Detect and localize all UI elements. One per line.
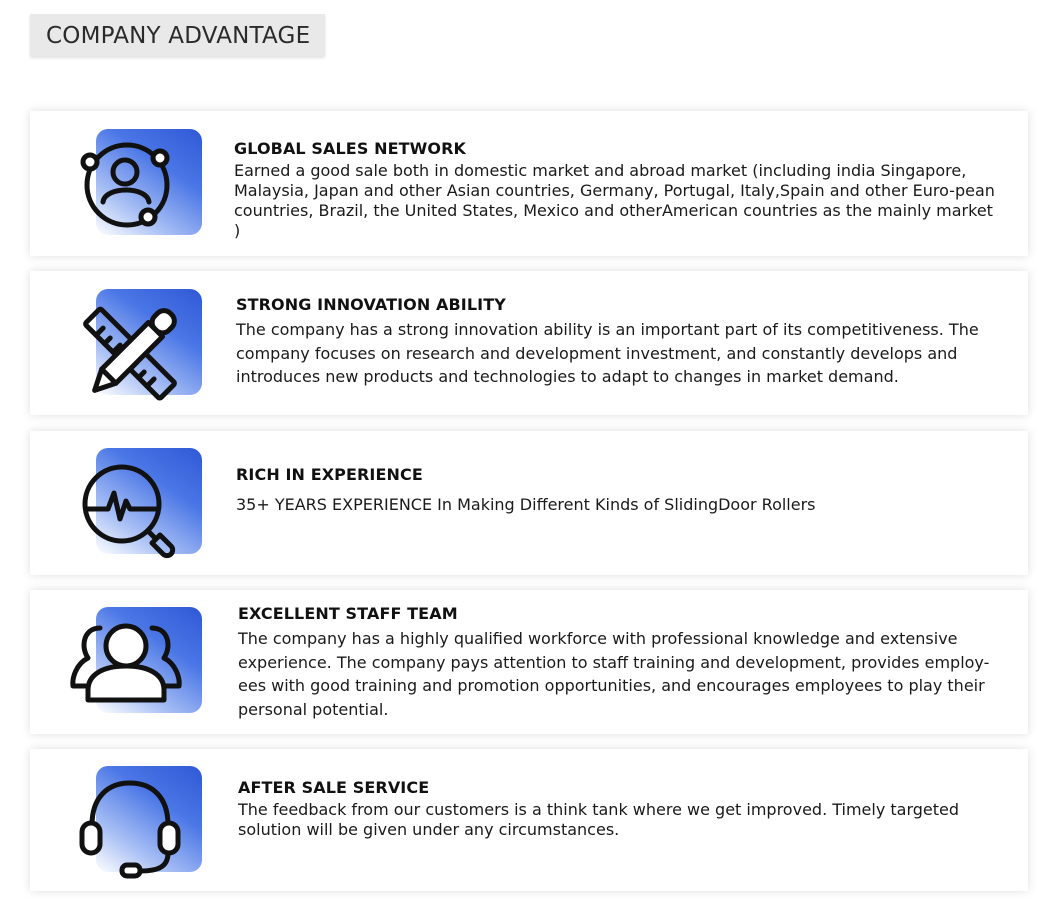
card-text bbox=[236, 295, 1004, 389]
card-body: Earned a good sale both in domestic market and abroad market (including india Singapore, Malaysia, Japan and other Asian countries, Germany, Portugal, Italy,Spain and other Euro-pean countries, Brazil, the United States, Mexico and otherAmerican countries as the mainly market ) bbox=[234, 161, 995, 240]
card-text bbox=[238, 778, 1004, 840]
card-heading: EXCELLENT STAFF TEAM bbox=[238, 604, 458, 623]
advantage-card-staff bbox=[30, 590, 1028, 734]
headset-icon bbox=[70, 767, 190, 887]
card-text bbox=[236, 465, 1004, 515]
card-heading: RICH IN EXPERIENCE bbox=[236, 465, 423, 484]
pencil-ruler-icon bbox=[70, 293, 190, 413]
card-body: The company has a highly qualified workforce with professional knowledge and extensive experience. The company pays attention to staff training and development, provides employ-ees with good training and promotion opportunities, and encourages employees to play their personal potential. bbox=[238, 629, 990, 719]
card-heading: AFTER SALE SERVICE bbox=[238, 778, 430, 797]
advantage-card-after-sale bbox=[30, 749, 1028, 891]
advantage-card-innovation bbox=[30, 271, 1028, 415]
card-body: 35+ YEARS EXPERIENCE In Making Different Kinds of SlidingDoor Rollers bbox=[236, 495, 816, 514]
card-heading: GLOBAL SALES NETWORK bbox=[234, 139, 467, 158]
card-text bbox=[238, 604, 1004, 721]
card-body: The company has a strong innovation ability is an important part of its competitiveness. The company focuses on research and development investment, and constantly develops and introduces new products and technologies to adapt to changes in market demand. bbox=[236, 320, 979, 386]
advantage-card-global-sales bbox=[30, 111, 1028, 256]
card-heading: STRONG INNOVATION ABILITY bbox=[236, 295, 506, 314]
magnifier-pulse-icon bbox=[70, 453, 190, 573]
card-body: The feedback from our customers is a think tank where we get improved. Timely targeted solution will be given under any circumstances. bbox=[238, 800, 960, 839]
team-icon bbox=[66, 606, 186, 726]
page-title: COMPANY ADVANTAGE bbox=[30, 14, 325, 56]
advantage-card-experience bbox=[30, 431, 1028, 575]
card-text bbox=[234, 139, 1004, 241]
global-network-icon bbox=[75, 123, 195, 243]
